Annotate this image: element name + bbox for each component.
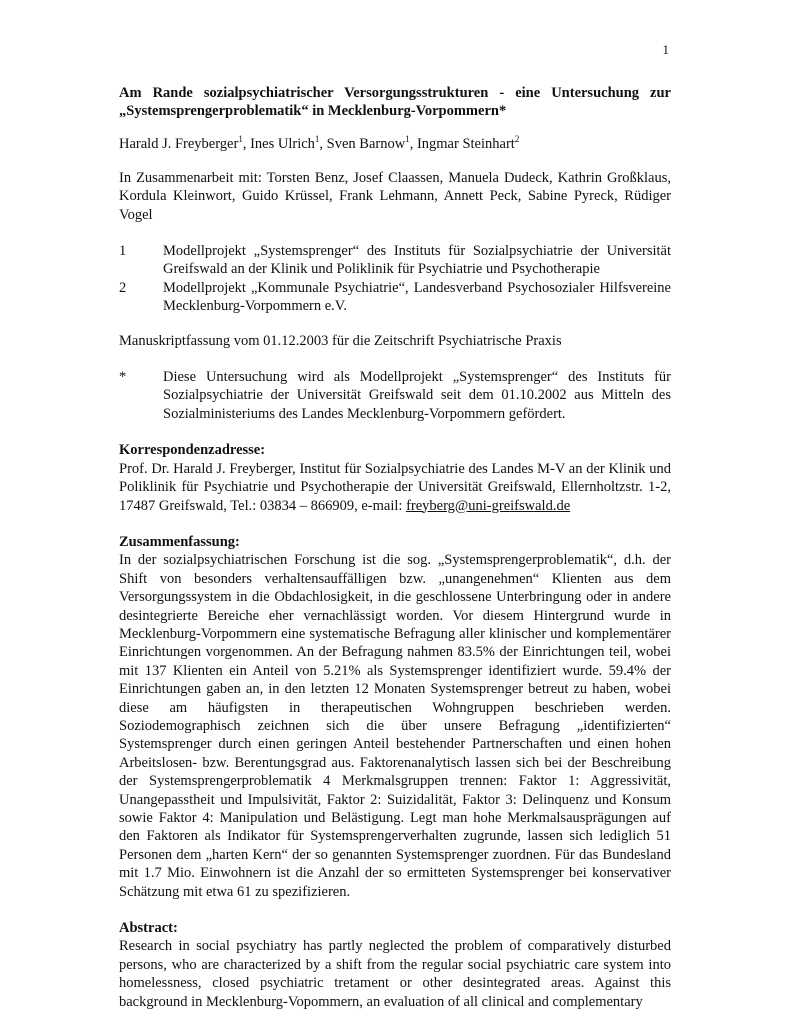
author-list: Harald J. Freyberger$^1$, Ines Ulrich$^1$, Sven Barnow$^1$, Ingmar Steinhart$^2$ [119, 134, 520, 153]
email-link[interactable]: freyberg@uni-greifswald.de [406, 497, 571, 514]
summary-heading: Zusammenfassung: [119, 533, 240, 550]
affiliation-text: Modellprojekt „Systemsprenger“ des Instituts für Sozialpsychiatrie der Universität Greifswald an der Klinik und Poliklinik für Psychiatrie und Psychotherapie [163, 243, 671, 278]
author-affiliation-mark: 1 [405, 134, 410, 145]
correspondence-heading: Korrespondenzadresse: [119, 442, 266, 459]
summary-text: In der sozialpsychiatrischen Forschung ist die sog. „Systemsprengerproblematik“, d.h. der Shift von besonders verhaltensauffälligen bzw. „unangenehmen“ Klienten aus dem Versorgungssystem in die Obdachlosigkeit, in die geschlossene Unterbringung oder in andere desintegrierte Bereiche eher vernachlässigt worden. Vor diesem Hintergrund wurde in Mecklenburg-Vorpommern eine systematische Befragung aller klinischer und komplementärer Einrichtungen vorgenommen. An der Befragung nahmen 83.5% der Einrichtungen teil, wobei mit 137 Klienten ein Anteil von 5.21% als Systemsprenger identifiziert wurde. 59.4% der Einrichtungen gaben an, in den letzten 12 Monaten Systemsprenger betreut zu haben, wobei diese am häufigsten in therapeutischen Wohngruppen beschrieben werden. Soziodemographisch zeichnen sich die über unsere Befragung „identifizierten“ Systemsprenger durch einen geringen Anteil bestehender Partnerschaften und einen hohen Arbeitslosen- bzw. Berentungsgrad aus. Faktorenanalytisch lassen sich bei der Beschreibung der Systemsprengerproblematik 4 Merkmalsgruppen trennen: Faktor 1: Aggressivität, Unangepasstheit und Impulsivität, Faktor 2: Suizidalität, Faktor 3: Delinquenz und Konsum sowie Faktor 4: Manipulation und Belästigung. Legt man hohe Merkmalsausprägungen auf den Faktoren als Indikator für Systemsprengerverhalten zugrunde, lassen sich lediglich 51 Personen dem „harten Kern“ der so genannten Systemsprenger zuordnen. Für das Bundesland mit 1.7 Mio. Einwohnern ist die Anzahl der so ermitteten Systemsprenger bei konservativer Schätzung mit etwa 61 zu spezifizieren. [119, 552, 671, 900]
abstract-heading: Abstract: [119, 920, 178, 937]
affiliation-list [119, 242, 671, 316]
affiliation-text: Modellprojekt „Kommunale Psychiatrie“, Landesverband Psychosozialer Hilfsvereine Mecklenburg-Vorpommern e.V. [163, 279, 671, 315]
page-number: 1 [662, 42, 669, 57]
affiliation-item [119, 279, 671, 316]
collaborators: In Zusammenarbeit mit: Torsten Benz, Josef Claassen, Manuela Dudeck, Kathrin Großklaus, Kordula Kleinwort, Guido Krüssel, Frank Lehmann, Annett Peck, Sabine Pyreck, Rüdiger Vogel [119, 169, 671, 223]
affiliation-number: 1 [119, 243, 127, 260]
correspondence-text: Prof. Dr. Harald J. Freyberger, Institut für Sozialpsychiatrie des Landes M-V an der Klinik und Poliklinik für Psychiatrie und Psychotherapie der Universität Greifswald, Ellernholtzstr. 1-2, 17487 Greifswald, Tel.: 03834 – 866909, e-mail: [119, 460, 671, 514]
correspondence-address [119, 460, 671, 515]
author-affiliation-mark: 1 [314, 134, 320, 145]
document-body [119, 84, 671, 1011]
author-name: Sven Barnow [326, 136, 406, 153]
manuscript-note: Manuskriptfassung vom 01.12.2003 für die Zeitschrift Psychiatrische Praxis [119, 332, 562, 349]
funding-note-mark: * [119, 369, 127, 386]
author-name: Harald J. Freyberger [119, 136, 239, 153]
author-name: Ines Ulrich [250, 136, 315, 153]
author-affiliation-mark: 2 [514, 134, 520, 145]
funding-note-text: Diese Untersuchung wird als Modellprojekt „Systemsprenger“ des Instituts für Sozialpsychiatrie der Universität Greifswald seit dem 01.10.2002 aus Mitteln des Sozialministeriums des Landes Mecklenburg-Vorpommern gefördert. [163, 369, 671, 422]
author-name: Ingmar Steinhart [416, 136, 515, 153]
document-title: Am Rande sozialpsychiatrischer Versorgungsstrukturen - eine Untersuchung zur „Systemsprengerproblematik“ in Mecklenburg-Vorpommern* [119, 85, 671, 120]
author-affiliation-mark: 1 [238, 134, 243, 145]
abstract-text: Research in social psychiatry has partly neglected the problem of comparatively disturbed persons, who are characterized by a shift from the regular social psychiatric care system into homelessness, closed psychiatric tretament or other desintegrated areas. Against this background in Mecklenburg-Vopommern, an evaluation of all clinical and complementary [119, 938, 671, 1010]
affiliation-number: 2 [119, 279, 127, 296]
affiliation-item [119, 242, 671, 279]
funding-note [119, 368, 671, 423]
